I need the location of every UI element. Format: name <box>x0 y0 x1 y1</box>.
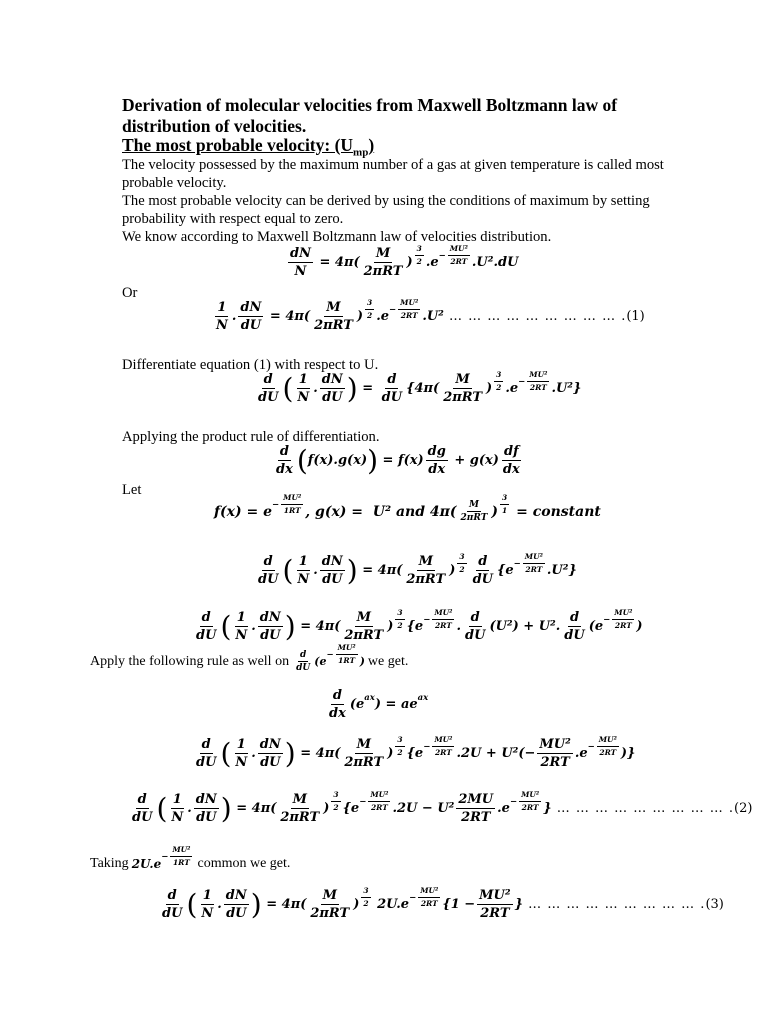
differentiate-label: Differentiate equation (1) with respect to U. <box>122 357 379 373</box>
title-line-1: Derivation of molecular velocities from Maxwell Boltzmann law of <box>122 95 618 115</box>
equation-product-rule: $\frac{d}{dx}$ ( f(x).g(x) ) = f(x) $\frac{dg}{dx}$ + g(x) $\frac{df}{dx}$ <box>276 443 520 477</box>
equation-3: $\frac{d}{dU}$ ( $\frac{1}{N}$ . $\frac{dN}{dU}$ ) = 4π( $\frac{M}{\text{2πRT}}$ ) $\frac{3}{2}$ 2U.e − $\frac{\text{MU²}}{2RT}$ {1 − $\frac{\text{MU²}}{2RT}$ } … … … … … … … … … . (3) <box>162 886 724 921</box>
equation-exponential-rule: $\frac{d}{dx}$ (e ax ) = ae ax <box>329 688 429 721</box>
equation-step-3: $\frac{d}{dU}$ ( $\frac{1}{N}$ . $\frac{dN}{dU}$ ) = 4π( $\frac{M}{\text{2πRT}}$ ) $\frac{3}{2}$ {e − $\frac{\text{MU²}}{2RT}$ .2U + U²(− $\frac{\text{MU²}}{2RT}$ .e − $\frac{\text{MU²}}{2RT}$ )} <box>196 735 636 770</box>
apply-rule-line: Apply the following rule as well on $\frac{d}{dU}$ (e − $\frac{\text{MU²}}{1RT}$ ) we get. <box>90 643 409 673</box>
equation-2: $\frac{d}{dU}$ ( $\frac{1}{N}$ . $\frac{dN}{dU}$ ) = 4π( $\frac{M}{\text{2πRT}}$ ) $\frac{3}{2}$ {e − $\frac{\text{MU²}}{2RT}$ .2U − U² $\frac{2MU}{2RT}$ .e − $\frac{\text{MU²}}{2RT}$ } … … … … … … … … … . (2) <box>132 790 753 825</box>
paragraph-maxwell: We know according to Maxwell Boltzmann law of velocities distribution. <box>122 229 552 245</box>
equation-1: $\frac{1}{N}$ . $\frac{dN}{dU}$ = 4π( $\frac{M}{\text{2πRT}}$ ) $\frac{3}{2}$ .e − $\frac{\text{MU²}}{2RT}$ .U² … … … … … … … … … . (1) <box>216 298 645 333</box>
title-line-2: distribution of velocities. <box>122 116 307 136</box>
equation-differentiate: $\frac{d}{dU}$ ( $\frac{1}{N}$ . $\frac{dN}{dU}$ ) = $\frac{d}{dU}$ {4π( $\frac{M}{\text{2πRT}}$ ) $\frac{3}{2}$ .e − $\frac{\text{MU²}}{2RT}$ .U²} <box>258 370 582 405</box>
equation-maxwell: $\frac{dN}{N}$ = 4π( $\frac{M}{\text{2πRT}}$ ) $\frac{3}{2}$ .e − $\frac{\text{MU²}}{2RT}$ .U² .dU <box>290 244 519 279</box>
equation-number-1: (1) <box>626 309 645 324</box>
equation-step-2: $\frac{d}{dU}$ ( $\frac{1}{N}$ . $\frac{dN}{dU}$ ) = 4π( $\frac{M}{\text{2πRT}}$ ) $\frac{3}{2}$ {e − $\frac{\text{MU²}}{2RT}$ . $\frac{d}{dU}$ (U²) + U². $\frac{d}{dU}$ (e − $\frac{\text{MU²}}{2RT}$ ) <box>196 608 643 643</box>
equation-number-2: (2) <box>734 801 753 816</box>
paragraph-condition: The most probable velocity can be derived by using the conditions of maximum by setting probability with respect equal to zero. <box>122 193 650 227</box>
equation-let-definitions: f(x) = e − $\frac{\text{MU²}}{1RT}$ , g(x) = U² and 4π( $\frac{M}{\text{2πRT}}$ ) $\frac{3}{1}$ = constant <box>214 493 601 523</box>
taking-common-line: Taking 2U.e − $\frac{\text{MU²}}{1RT}$ common we get. <box>90 845 291 871</box>
let-label: Let <box>122 482 142 498</box>
document-title <box>122 95 678 137</box>
paragraph-definition: The velocity possessed by the maximum number of a gas at given temperature is called most probable velocity. <box>122 157 664 191</box>
equation-number-3: (3) <box>705 897 724 912</box>
or-label: Or <box>122 285 138 301</box>
section-heading: The most probable velocity: $(U_{mp})$ <box>122 135 375 159</box>
product-rule-label: Applying the product rule of differentiation. <box>122 429 380 445</box>
equation-step-1: $\frac{d}{dU}$ ( $\frac{1}{N}$ . $\frac{dN}{dU}$ ) = 4π( $\frac{M}{\text{2πRT}}$ ) $\frac{3}{2}$ $\frac{d}{dU}$ {e − $\frac{\text{MU²}}{2RT}$ .U²} <box>258 552 577 587</box>
